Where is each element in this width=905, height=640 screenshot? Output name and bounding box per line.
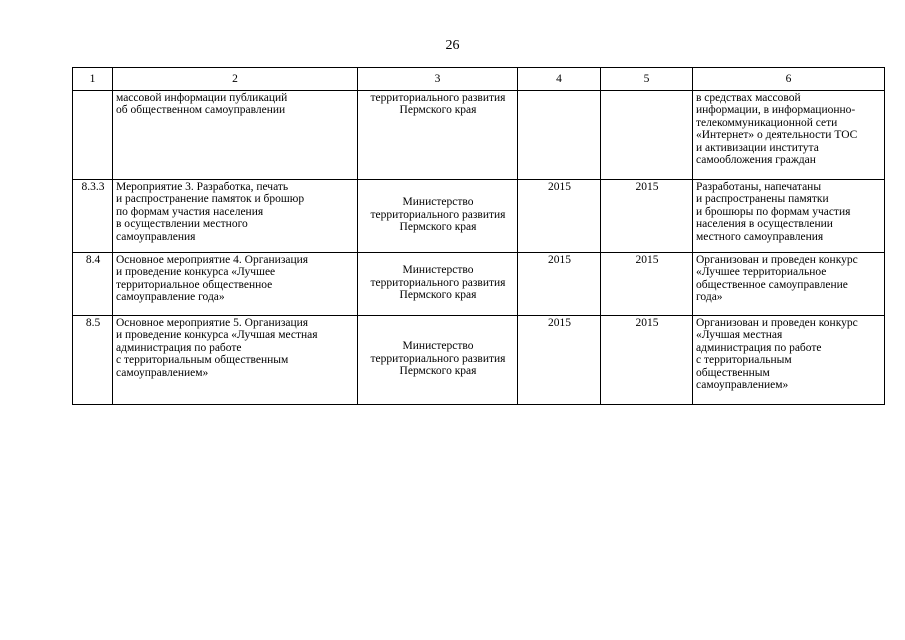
table-row (73, 253, 885, 316)
end-year-cell: 2015 (601, 253, 693, 316)
column-header-3: 3 (358, 68, 518, 91)
activity-cell: Основное мероприятие 4. Организация и проведение конкурса «Лучшее территориальное общественное самоуправление года» (113, 253, 358, 316)
start-year-cell: 2015 (518, 253, 601, 316)
result-cell: Разработаны, напечатаны и распространены памятки и брошюры по формам участия населения в осуществлении местного самоуправления (693, 180, 885, 253)
start-year-cell: 2015 (518, 180, 601, 253)
column-header-5: 5 (601, 68, 693, 91)
start-year-cell (518, 91, 601, 180)
page-number: 26 (445, 38, 460, 53)
executor-cell: Министерство территориального развития Пермского края (358, 253, 518, 316)
column-header-1: 1 (73, 68, 113, 91)
table-row (73, 180, 885, 253)
activity-cell: Основное мероприятие 5. Организация и проведение конкурса «Лучшая местная администрация по работе с территориальным общественным самоуправлением» (113, 316, 358, 405)
column-header-2: 2 (113, 68, 358, 91)
result-cell: в средствах массовой информации, в информационно- телекоммуникационной сети «Интернет» о деятельности ТОС и активизации института самообложения граждан (693, 91, 885, 180)
table-row (73, 91, 885, 180)
item-number-cell (73, 91, 113, 180)
executor-cell: Министерство территориального развития Пермского края (358, 180, 518, 253)
result-cell: Организован и проведен конкурс «Лучшее территориальное общественное самоуправление года» (693, 253, 885, 316)
column-header-4: 4 (518, 68, 601, 91)
table-row (73, 316, 885, 405)
table-header-row (73, 68, 885, 91)
executor-cell: территориального развития Пермского края (358, 91, 518, 180)
activity-cell: Мероприятие 3. Разработка, печать и распространение памяток и брошюр по формам участия населения в осуществлении местного самоуправления (113, 180, 358, 253)
end-year-cell: 2015 (601, 316, 693, 405)
activities-table (72, 67, 885, 405)
item-number-cell: 8.4 (73, 253, 113, 316)
result-cell: Организован и проведен конкурс «Лучшая местная администрация по работе с территориальным общественным самоуправлением» (693, 316, 885, 405)
end-year-cell: 2015 (601, 180, 693, 253)
start-year-cell: 2015 (518, 316, 601, 405)
item-number-cell: 8.5 (73, 316, 113, 405)
column-header-6: 6 (693, 68, 885, 91)
executor-cell: Министерство территориального развития Пермского края (358, 316, 518, 405)
item-number-cell: 8.3.3 (73, 180, 113, 253)
end-year-cell (601, 91, 693, 180)
activity-cell: массовой информации публикаций об общественном самоуправлении (113, 91, 358, 180)
